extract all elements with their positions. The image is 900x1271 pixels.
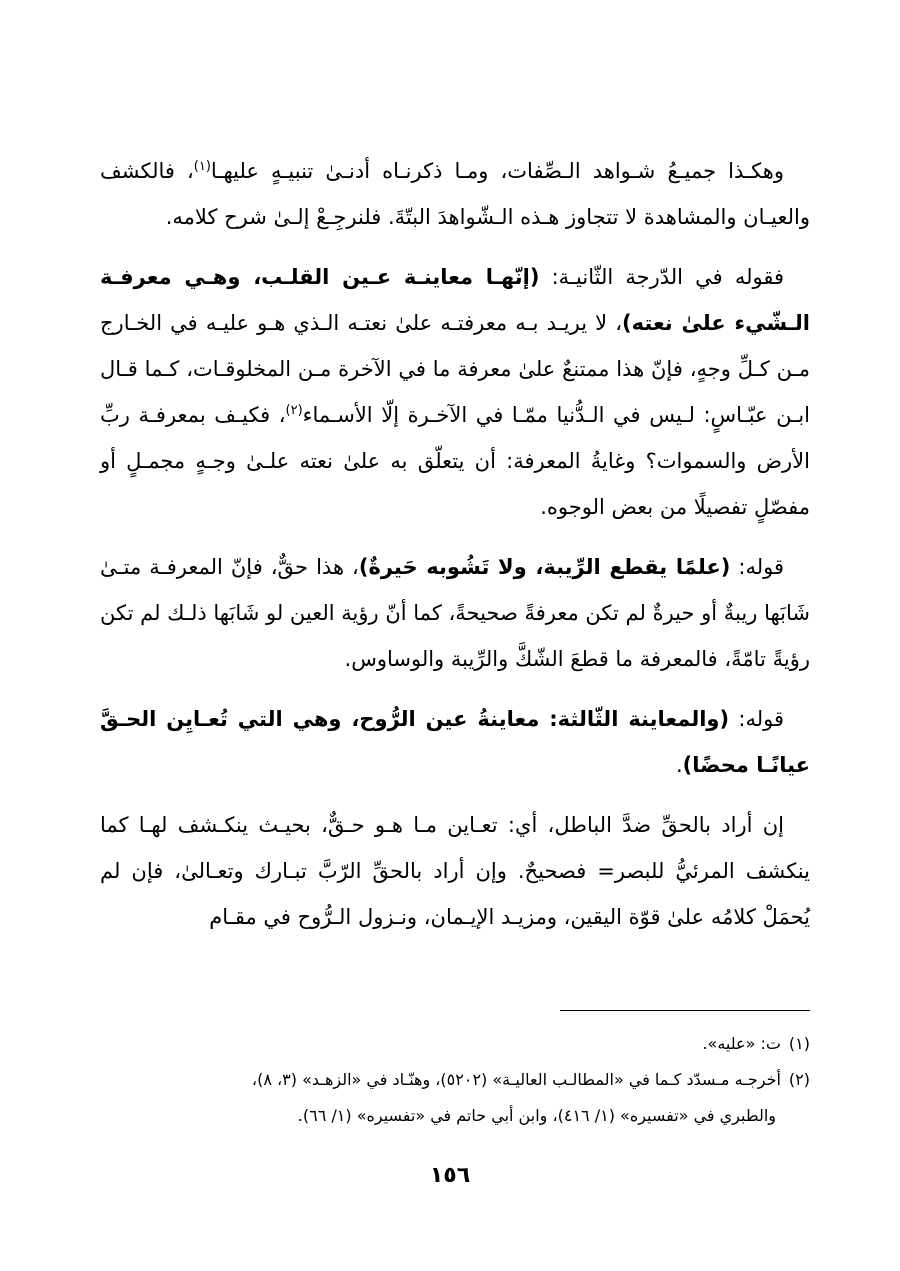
paragraph-3-end: ، هذا حقٌّ، فإنّ المعرفـة متـىٰ شَابَها ريبةٌ أو حيرةٌ لم تكن معرفةً صحيحةً، كما أنّ رؤية العين لو شَابَها ذلـك لم تكن رؤيةً تامّةً، فالمعرفة ما قطعَ الشّكَّ والرِّيبة والوساوس. [99,555,810,671]
paragraph-4-quote: (والمعاينة الثّالثة: معاينةُ عين الرُّوح، وهي التي تُعـايِن الحـقَّ عيانًـا محضًا) [100,707,810,777]
footnote-1-number: (١) [788,1034,810,1053]
paragraph-3-quote: (علمًا يقطع الرِّيبة، ولا تَشُوبه حَيرةٌ) [358,555,731,579]
main-text [100,148,810,954]
page-number: ١٥٦ [429,1163,471,1188]
footnote-divider [560,1010,810,1011]
paragraph-1-rest: ، فالكشف والعيـان والمشاهدة لا تتجاوز هـذه الـشّواهدَ البتّةَ. فلنرجِـعْ إلـىٰ شرح كلامه. [100,159,810,229]
footnote-2 [100,1062,810,1098]
footnote-2-number: (٢) [788,1070,810,1089]
paragraph-3-start: قوله: [730,555,785,579]
paragraph-4 [100,696,810,788]
footnote-2-text: أخرجـه مـسدّد كـما في «المطالـب العاليـة» (٥٢٠٢)، وهنّـاد في «الزهـد» (٣، ٨)، [251,1070,781,1089]
footnote-ref-2: (٢) [285,403,303,418]
paragraph-2-end: ، فكيـف بمعرفـة ربِّ الأرض والسموات؟ وغايةُ المعرفة: أن يتعلّق به علىٰ نعته علـىٰ وجـهٍ مجمـلٍ أو مفصّلٍ تفصيلًا من بعض الوجوه. [100,403,810,519]
paragraph-1-text: وهكـذا جميـعُ شـواهد الـصِّفات، ومـا ذكرنـاه أدنـىٰ تنبيـهٍ عليهـا [210,159,784,183]
footnotes [100,1026,810,1134]
paragraph-2-middle: ، لا يريـد بـه معرفتـه علىٰ نعتـه الـذي هـو عليـه في الخـارج مـن كـلِّ وجهٍ، فإنّ هذا ممتنعٌ علىٰ معرفة ما في الآخرة مـن المخلوقـات، كـما قـال ابـن عبّـاسٍ: لـيس في الـدُّنيا ممّـا في الآخـرة إلّا الأسـماء [100,311,811,427]
footnote-2-continuation: والطبري في «تفسيره» (١/ ٤١٦)، وابن أبي حاتم في «تفسيره» (١/ ٦٦). [297,1106,776,1125]
paragraph-4-start: قوله: [729,707,784,731]
paragraph-2-start: فقوله في الدّرجة الثّانيـة: [539,265,785,289]
paragraph-2 [100,254,810,530]
paragraph-2-quote: (إنّهـا معاينـة عـين القلـب، وهـي معرفـة الـشّيء علىٰ نعته) [100,265,810,335]
paragraph-5-text: إن أراد بالحقِّ ضدَّ الباطل، أي: تعـاين مـا هـو حـقٌّ، بحيـث ينكـشف لهـا كما ينكشف المرئيُّ للبصر= فصحيحٌ. وإن أراد بالحقِّ الرّبَّ تبـارك وتعـالىٰ، فإن لم يُحمَلْ كلامُه علىٰ قوّة اليقين، ومزيـد الإيـمان، ونـزول الـرُّوح في مقـام [100,813,810,929]
paragraph-5 [100,802,810,940]
paragraph-3 [100,544,810,682]
paragraph-4-end: . [675,753,683,777]
paragraph-1 [100,148,810,240]
footnote-ref-1: (١) [193,159,211,174]
footnote-1-text: ت: «عليه». [702,1034,781,1053]
footnote-1 [100,1026,810,1062]
